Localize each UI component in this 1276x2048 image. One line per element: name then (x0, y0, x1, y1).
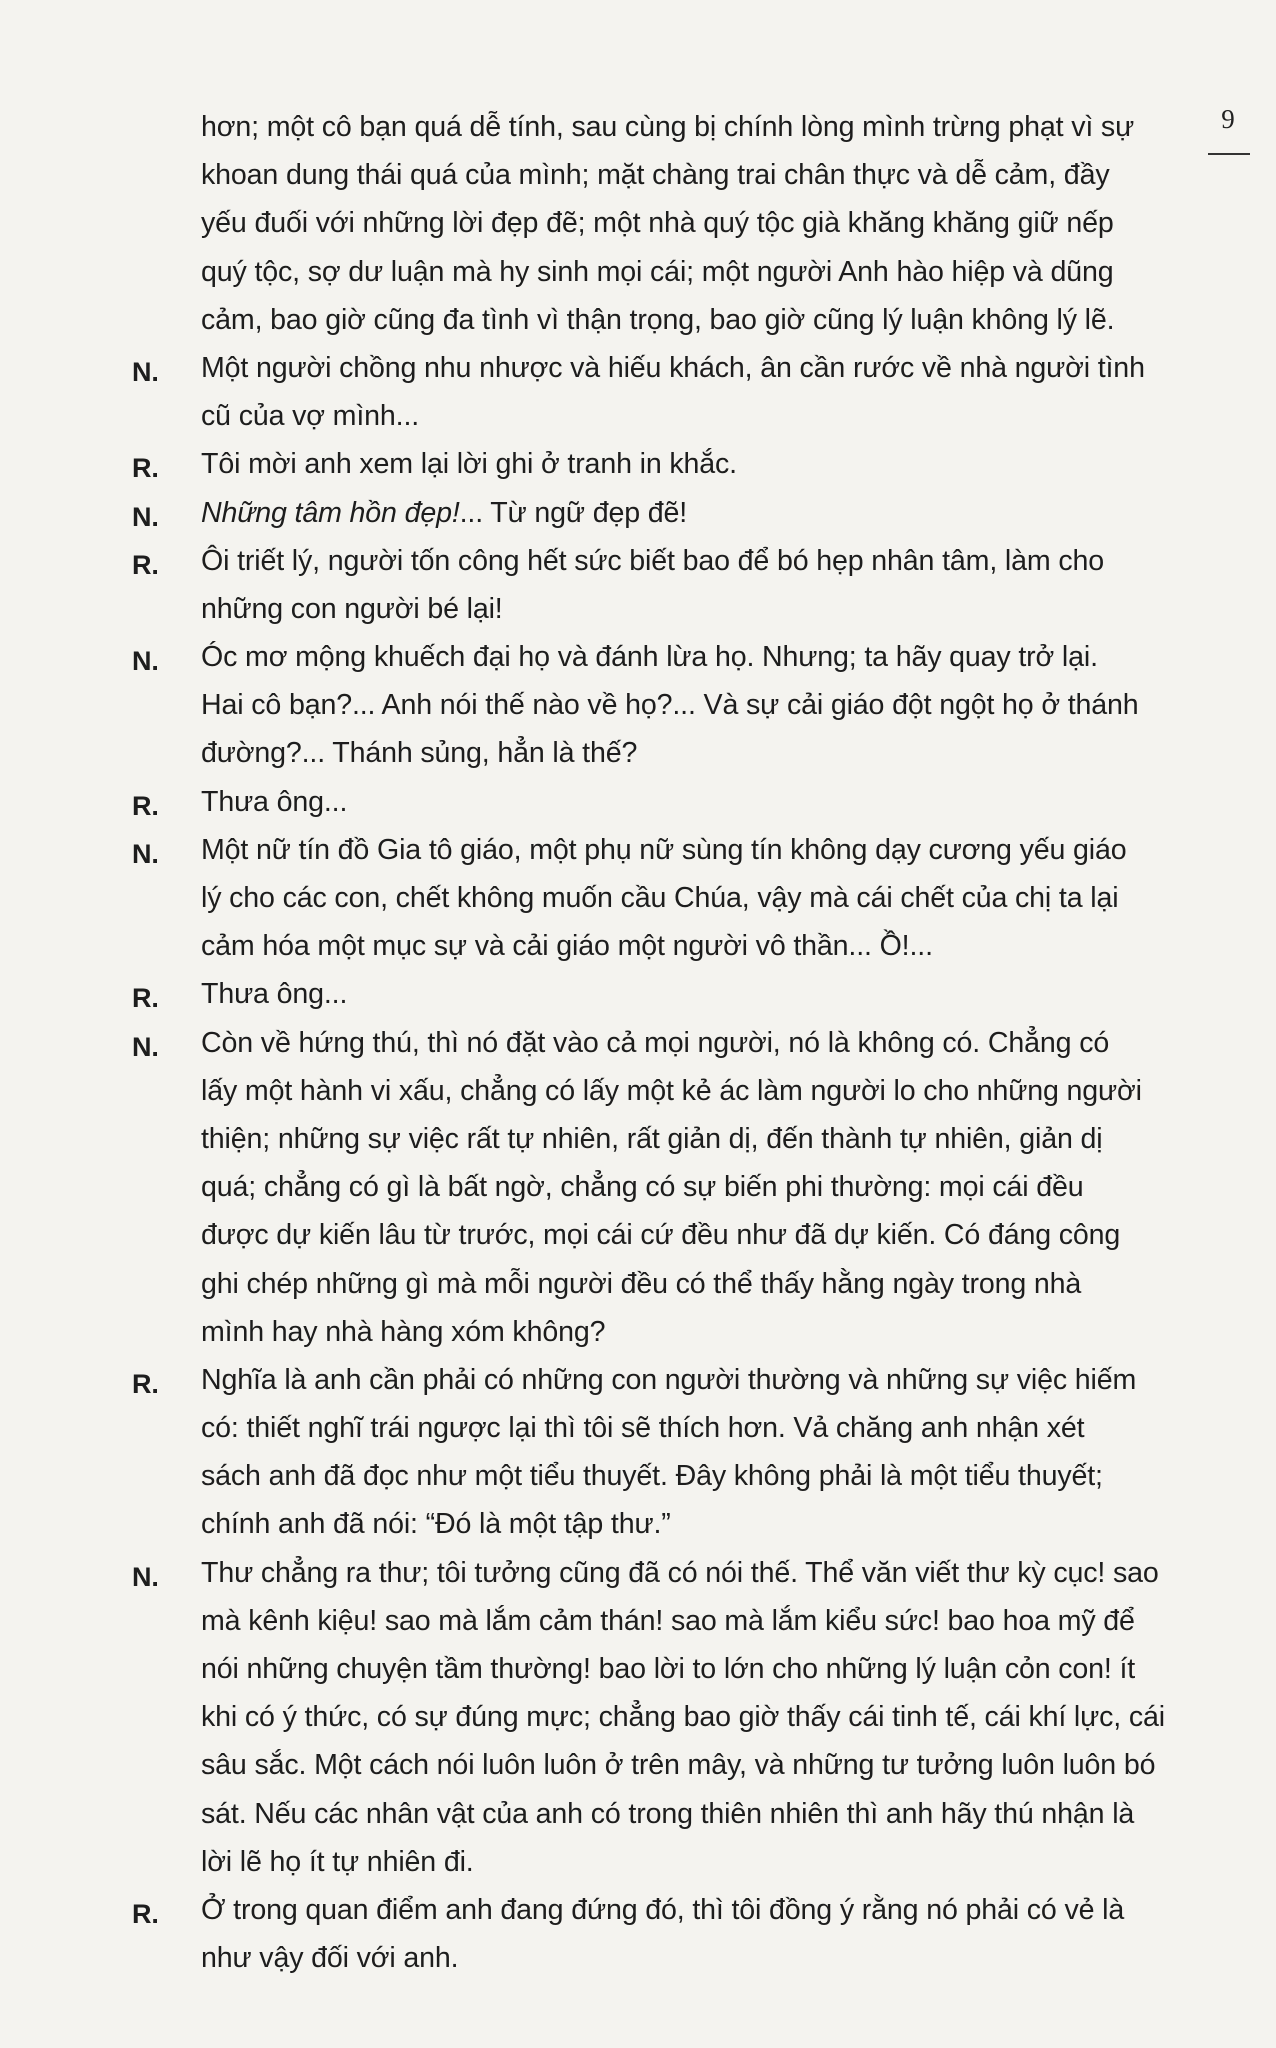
line-text: ghi chép những gì mà mỗi người đều có thể thấy hằng ngày trong nhà (201, 1267, 1082, 1300)
text-line (128, 1549, 1168, 1597)
text-line (128, 248, 1168, 296)
line-text: đường?... Thánh sủng, hẳn là thế? (201, 737, 638, 770)
line-text: sát. Nếu các nhân vật của anh có trong thiên nhiên thì anh hãy thú nhận là (201, 1797, 1135, 1830)
text-line (128, 1308, 1168, 1356)
line-text: quá; chẳng có gì là bất ngờ, chẳng có sự biến phi thường: mọi cái đều (201, 1171, 1084, 1204)
text-line (128, 826, 1168, 874)
speaker-label: N. (132, 838, 159, 869)
speaker-label: R. (132, 1898, 159, 1929)
line-text: Nghĩa là anh cần phải có những con người thường và những sự việc hiếm (201, 1363, 1137, 1396)
text-line (128, 296, 1168, 344)
text-line (128, 585, 1168, 633)
speaker-label: R. (132, 453, 159, 484)
text-line (128, 874, 1168, 922)
text-line (128, 1067, 1168, 1115)
line-text: Còn về hứng thú, thì nó đặt vào cả mọi người, nó là không có. Chẳng có (201, 1026, 1110, 1059)
line-text: Óc mơ mộng khuếch đại họ và đánh lừa họ. Nhưng; ta hãy quay trở lại. (201, 641, 1098, 674)
text-line (128, 1934, 1168, 1982)
line-text: mà kênh kiệu! sao mà lắm cảm thán! sao mà lắm kiểu sức! bao hoa mỹ để (201, 1604, 1135, 1637)
line-text: Một nữ tín đồ Gia tô giáo, một phụ nữ sùng tín không dạy cương yếu giáo (201, 833, 1127, 866)
line-text: Hai cô bạn?... Anh nói thế nào về họ?... Và sự cải giáo đột ngột họ ở thánh (201, 689, 1139, 722)
line-text: khi có ý thức, có sự đúng mực; chẳng bao giờ thấy cái tinh tế, cái khí lực, cái (201, 1701, 1165, 1734)
text-line (128, 440, 1168, 488)
line-text: được dự kiến lâu từ trước, mọi cái cứ đều như đã dự kiến. Có đáng công (201, 1219, 1121, 1252)
text-line (128, 1211, 1168, 1259)
text-line (128, 1452, 1168, 1500)
text-line (128, 151, 1168, 199)
text-line (128, 1886, 1168, 1934)
text-line (128, 922, 1168, 970)
line-text: như vậy đối với anh. (201, 1942, 459, 1975)
text-line (128, 729, 1168, 777)
line-text: Thưa ông... (201, 785, 348, 818)
speaker-label: R. (132, 790, 159, 821)
line-text: hơn; một cô bạn quá dễ tính, sau cùng bị chính lòng mình trừng phạt vì sự (201, 111, 1135, 143)
text-line (128, 970, 1168, 1018)
text-line (128, 1790, 1168, 1838)
line-text: Ở trong quan điểm anh đang đứng đó, thì tôi đồng ý rằng nó phải có vẻ là (201, 1893, 1125, 1926)
line-text: khoan dung thái quá của mình; mặt chàng trai chân thực và dễ cảm, đầy (201, 159, 1110, 192)
line-text: sách anh đã đọc như một tiểu thuyết. Đây không phải là một tiểu thuyết; (201, 1460, 1103, 1493)
speaker-label: N. (132, 356, 159, 387)
text-line (128, 1260, 1168, 1308)
speaker-label: N. (132, 1031, 159, 1062)
line-text: những con người bé lại! (201, 592, 503, 625)
text-line (128, 1115, 1168, 1163)
line-text: lý cho các con, chết không muốn cầu Chúa, vậy mà cái chết của chị ta lại (201, 882, 1119, 914)
text-line (128, 103, 1168, 151)
text-line (128, 1597, 1168, 1645)
line-text: cảm, bao giờ cũng đa tình vì thận trọng, bao giờ cũng lý luận không lý lẽ. (201, 303, 1115, 336)
line-text: Một người chồng nhu nhược và hiếu khách, ân cần rước về nhà người tình (201, 351, 1145, 384)
line-text: lời lẽ họ ít tự nhiên đi. (201, 1845, 474, 1878)
line-text: cảm hóa một mục sự và cải giáo một người vô thần... Ồ!... (201, 930, 933, 963)
speaker-label: R. (132, 1368, 159, 1399)
text-line (128, 344, 1168, 392)
line-text: Thưa ông... (201, 978, 348, 1011)
text-line (128, 1356, 1168, 1404)
dialogue-text (128, 103, 1168, 1982)
text-line (128, 1500, 1168, 1548)
line-text: Ôi triết lý, người tốn công hết sức biết bao để bó hẹp nhân tâm, làm cho (201, 544, 1104, 577)
italic-phrase: Những tâm hồn đẹp! (201, 496, 460, 529)
speaker-label: N. (132, 646, 159, 677)
text-line (128, 489, 1168, 537)
text-line (128, 633, 1168, 681)
line-text: Tôi mời anh xem lại lời ghi ở tranh in khắc. (201, 448, 737, 481)
text-line (128, 199, 1168, 247)
text-line (128, 1163, 1168, 1211)
line-text: quý tộc, sợ dư luận mà hy sinh mọi cái; một người Anh hào hiệp và dũng (201, 255, 1114, 288)
line-text: sâu sắc. Một cách nói luôn luôn ở trên mây, và những tư tưởng luôn luôn bó (201, 1749, 1156, 1782)
line-text: có: thiết nghĩ trái ngược lại thì tôi sẽ thích hơn. Vả chăng anh nhận xét (201, 1412, 1085, 1445)
speaker-label: N. (132, 501, 159, 532)
line-text: lấy một hành vi xấu, chẳng có lấy một kẻ ác làm người lo cho những người (201, 1074, 1142, 1107)
line-text (201, 489, 687, 537)
text-line (128, 1404, 1168, 1452)
line-text: chính anh đã nói: “Đó là một tập thư.” (201, 1508, 671, 1541)
page-number: 9 (1221, 104, 1235, 134)
line-text: thiện; những sự việc rất tự nhiên, rất giản dị, đến thành tự nhiên, giản dị (201, 1122, 1103, 1155)
line-text-rest: ... Từ ngữ đẹp đẽ! (459, 496, 688, 529)
text-line (128, 1741, 1168, 1789)
text-line (128, 537, 1168, 585)
text-line (128, 681, 1168, 729)
text-line (128, 392, 1168, 440)
text-line (128, 1693, 1168, 1741)
line-text: yếu đuối với những lời đẹp đẽ; một nhà quý tộc già khăng khăng giữ nếp (201, 207, 1114, 240)
text-line (128, 778, 1168, 826)
speaker-label: N. (132, 1561, 159, 1592)
text-line (128, 1019, 1168, 1067)
text-line (128, 1645, 1168, 1693)
line-text: Thư chẳng ra thư; tôi tưởng cũng đã có nói thế. Thể văn viết thư kỳ cục! sao (201, 1556, 1159, 1589)
speaker-label: R. (132, 549, 159, 580)
line-text: cũ của vợ mình... (201, 400, 420, 433)
line-text: mình hay nhà hàng xóm không? (201, 1315, 606, 1348)
speaker-label: R. (132, 983, 159, 1014)
text-line (128, 1838, 1168, 1886)
line-text: nói những chuyện tầm thường! bao lời to lớn cho những lý luận cỏn con! ít (201, 1653, 1136, 1685)
page-number-rule (1208, 153, 1250, 155)
